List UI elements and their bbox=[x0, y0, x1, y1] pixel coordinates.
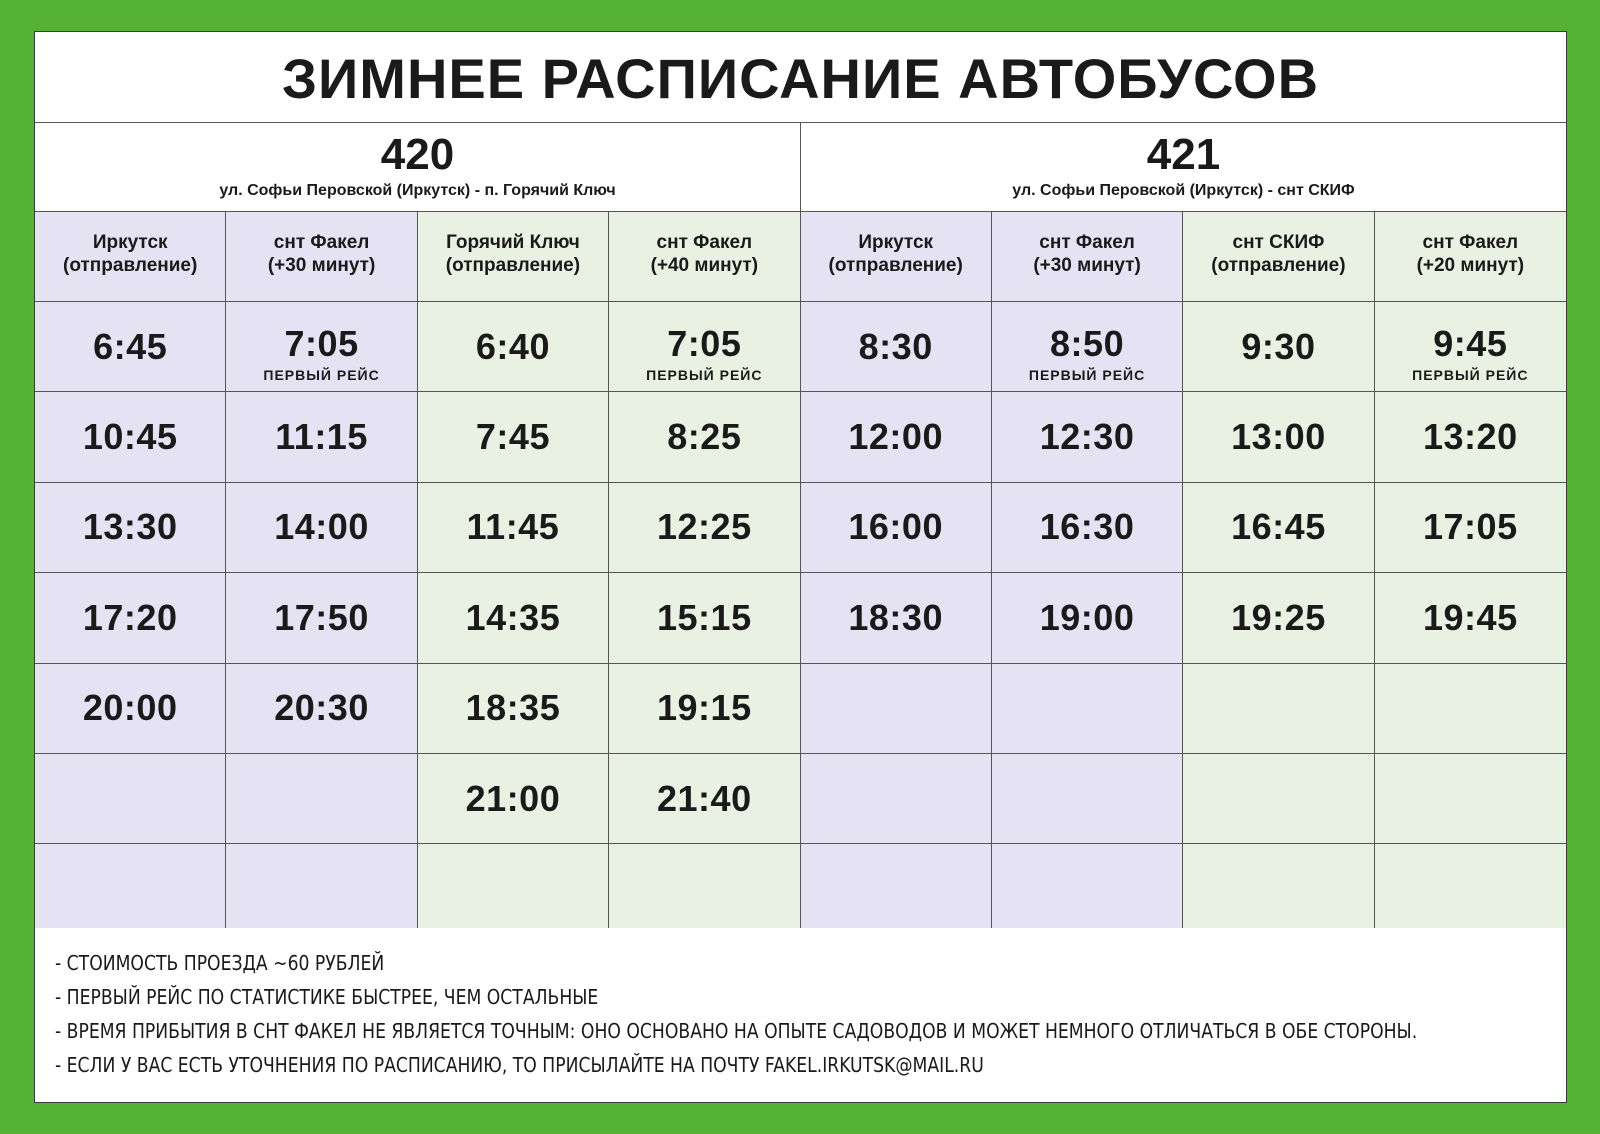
column-header-stop: снт Факел bbox=[1039, 231, 1135, 253]
first-trip-label: ПЕРВЫЙ РЕЙС bbox=[1028, 366, 1146, 383]
column-header bbox=[1183, 212, 1374, 302]
time-cell bbox=[992, 302, 1183, 392]
time-cell bbox=[992, 573, 1183, 663]
departure-time: 19:15 bbox=[657, 687, 752, 729]
first-trip-label: ПЕРВЫЙ РЕЙС bbox=[263, 366, 380, 383]
time-cell bbox=[801, 573, 992, 663]
departure-time: 12:00 bbox=[848, 416, 943, 458]
time-cell bbox=[992, 664, 1183, 754]
departure-time: 7:05 bbox=[284, 322, 359, 364]
time-cell bbox=[1375, 573, 1566, 663]
column-header bbox=[801, 212, 992, 302]
departure-time: 6:45 bbox=[93, 325, 168, 367]
time-cell bbox=[992, 392, 1183, 482]
time-cell bbox=[418, 392, 609, 482]
note-first-trip: - ПЕРВЫЙ РЕЙС ПО СТАТИСТИКЕ БЫСТРЕЕ, ЧЕМ ОСТАЛЬНЫЕ bbox=[55, 985, 599, 1009]
time-cell bbox=[1183, 664, 1374, 754]
time-cell bbox=[801, 483, 992, 573]
time-cell bbox=[609, 573, 800, 663]
time-cell bbox=[609, 754, 800, 844]
departure-time: 17:20 bbox=[82, 596, 178, 638]
departure-time: 13:20 bbox=[1423, 416, 1518, 458]
departure-time: 15:15 bbox=[657, 596, 752, 638]
departure-time: 10:45 bbox=[82, 416, 178, 458]
column-header-detail: (+30 минут) bbox=[1033, 254, 1141, 276]
routes-header bbox=[35, 123, 1566, 212]
departure-time: 14:00 bbox=[274, 506, 369, 548]
time-cell bbox=[609, 483, 800, 573]
time-cell bbox=[1375, 302, 1566, 392]
departure-time: 7:45 bbox=[475, 416, 550, 458]
time-cell bbox=[1183, 844, 1374, 934]
departure-time: 21:40 bbox=[657, 777, 752, 819]
time-cell bbox=[801, 392, 992, 482]
note-fare: - СТОИМОСТЬ ПРОЕЗДА ~60 РУБЛЕЙ bbox=[55, 951, 385, 975]
column-header-stop: снт Факел bbox=[656, 231, 753, 253]
time-cell bbox=[35, 392, 226, 482]
note-contact: - ЕСЛИ У ВАС ЕСТЬ УТОЧНЕНИЯ ПО РАСПИСАНИЮ, ТО ПРИСЫЛАЙТЕ НА ПОЧТУ FAKEL.IRKUTSK@MAIL.RU bbox=[55, 1053, 984, 1077]
departure-time: 12:25 bbox=[657, 506, 752, 548]
departure-time: 18:35 bbox=[465, 687, 561, 729]
departure-time: 19:25 bbox=[1231, 596, 1326, 638]
departure-time: 19:00 bbox=[1039, 596, 1135, 638]
column-header-detail: (+40 минут) bbox=[650, 254, 759, 276]
time-cell bbox=[35, 664, 226, 754]
time-cell bbox=[35, 844, 226, 934]
time-cell bbox=[35, 754, 226, 844]
departure-time: 16:45 bbox=[1231, 506, 1326, 548]
departure-time: 18:30 bbox=[848, 596, 943, 638]
time-cell bbox=[801, 754, 992, 844]
route-420-header bbox=[35, 123, 800, 211]
departure-time: 20:00 bbox=[82, 687, 178, 729]
time-cell bbox=[1183, 573, 1374, 663]
first-trip-label: ПЕРВЫЙ РЕЙС bbox=[646, 366, 763, 383]
departure-time: 13:00 bbox=[1231, 416, 1326, 458]
column-header bbox=[226, 212, 417, 302]
column-header-detail: (отправление) bbox=[63, 254, 198, 276]
column-header-stop: снт Факел bbox=[1422, 231, 1519, 253]
departure-time: 8:30 bbox=[858, 325, 933, 367]
time-cell bbox=[418, 302, 609, 392]
column-header bbox=[418, 212, 609, 302]
departure-time: 12:30 bbox=[1039, 416, 1135, 458]
column-header-stop: Иркутск bbox=[92, 231, 168, 253]
time-cell bbox=[1183, 754, 1374, 844]
time-cell bbox=[35, 302, 226, 392]
time-cell bbox=[35, 483, 226, 573]
departure-time: 9:45 bbox=[1433, 322, 1508, 364]
time-cell bbox=[418, 483, 609, 573]
route-description: ул. Софьи Перовской (Иркутск) - п. Горячий Ключ bbox=[219, 182, 616, 199]
time-cell bbox=[1375, 483, 1566, 573]
time-cell bbox=[226, 392, 417, 482]
departure-time: 8:25 bbox=[667, 416, 742, 458]
departure-time: 14:35 bbox=[465, 596, 561, 638]
time-cell bbox=[418, 664, 609, 754]
route-number: 420 bbox=[380, 130, 455, 179]
time-cell bbox=[1183, 483, 1374, 573]
time-cell bbox=[226, 573, 417, 663]
departure-time: 6:40 bbox=[475, 325, 550, 367]
column-header-stop: снт СКИФ bbox=[1232, 231, 1325, 253]
time-cell bbox=[1375, 392, 1566, 482]
time-cell bbox=[226, 302, 417, 392]
departure-time: 16:30 bbox=[1039, 506, 1135, 548]
time-cell bbox=[992, 844, 1183, 934]
time-cell bbox=[801, 844, 992, 934]
time-cell bbox=[418, 573, 609, 663]
time-cell bbox=[1183, 302, 1374, 392]
column-header bbox=[35, 212, 226, 302]
time-cell bbox=[418, 844, 609, 934]
column-header-detail: (отправление) bbox=[445, 254, 581, 276]
time-cell bbox=[992, 483, 1183, 573]
time-cell bbox=[418, 754, 609, 844]
column-header-detail: (+20 минут) bbox=[1416, 254, 1525, 276]
time-cell bbox=[801, 664, 992, 754]
column-header bbox=[992, 212, 1183, 302]
time-cell bbox=[609, 664, 800, 754]
time-cell bbox=[226, 844, 417, 934]
time-cell bbox=[1375, 664, 1566, 754]
departure-time: 17:05 bbox=[1423, 506, 1518, 548]
time-cell bbox=[801, 302, 992, 392]
departure-time: 19:45 bbox=[1423, 596, 1518, 638]
departure-time: 11:15 bbox=[275, 416, 368, 458]
departure-time: 11:45 bbox=[466, 506, 560, 548]
column-header-stop: Иркутск bbox=[858, 231, 934, 253]
time-cell bbox=[226, 754, 417, 844]
time-cell bbox=[226, 483, 417, 573]
notes-section bbox=[35, 928, 1566, 1102]
column-header-stop: Горячий Ключ bbox=[446, 231, 580, 253]
departure-time: 17:50 bbox=[274, 596, 369, 638]
column-header-detail: (+30 минут) bbox=[267, 254, 376, 276]
schedule-sheet bbox=[34, 31, 1567, 1103]
route-description: ул. Софьи Перовской (Иркутск) - снт СКИФ bbox=[1012, 182, 1355, 199]
page-title: ЗИМНЕЕ РАСПИСАНИЕ АВТОБУСОВ bbox=[281, 46, 1320, 110]
timetable-grid bbox=[35, 212, 1566, 935]
time-cell bbox=[35, 573, 226, 663]
time-cell bbox=[1375, 754, 1566, 844]
departure-time: 13:30 bbox=[82, 506, 178, 548]
column-header-detail: (отправление) bbox=[828, 254, 963, 276]
departure-time: 16:00 bbox=[848, 506, 943, 548]
time-cell bbox=[609, 302, 800, 392]
departure-time: 7:05 bbox=[667, 322, 742, 364]
column-header bbox=[1375, 212, 1566, 302]
time-cell bbox=[609, 392, 800, 482]
time-cell bbox=[992, 754, 1183, 844]
column-header-detail: (отправление) bbox=[1211, 254, 1346, 276]
departure-time: 20:30 bbox=[274, 687, 369, 729]
time-cell bbox=[1375, 844, 1566, 934]
departure-time: 21:00 bbox=[465, 777, 561, 819]
column-header bbox=[609, 212, 800, 302]
time-cell bbox=[1183, 392, 1374, 482]
time-cell bbox=[226, 664, 417, 754]
time-cell bbox=[609, 844, 800, 934]
note-arrival-time: - ВРЕМЯ ПРИБЫТИЯ В СНТ ФАКЕЛ НЕ ЯВЛЯЕТСЯ ТОЧНЫМ: ОНО ОСНОВАНО НА ОПЫТЕ САДОВОДОВ И МОЖЕТ НЕМНОГО ОТЛИЧАТЬСЯ В ОБЕ СТОРОНЫ. bbox=[55, 1019, 1418, 1043]
route-421-header bbox=[800, 123, 1566, 211]
departure-time: 9:30 bbox=[1241, 325, 1316, 367]
route-number: 421 bbox=[1146, 130, 1221, 179]
departure-time: 8:50 bbox=[1050, 322, 1125, 364]
column-header-stop: снт Факел bbox=[273, 231, 370, 253]
first-trip-label: ПЕРВЫЙ РЕЙС bbox=[1412, 366, 1529, 383]
title-bar bbox=[35, 32, 1566, 123]
